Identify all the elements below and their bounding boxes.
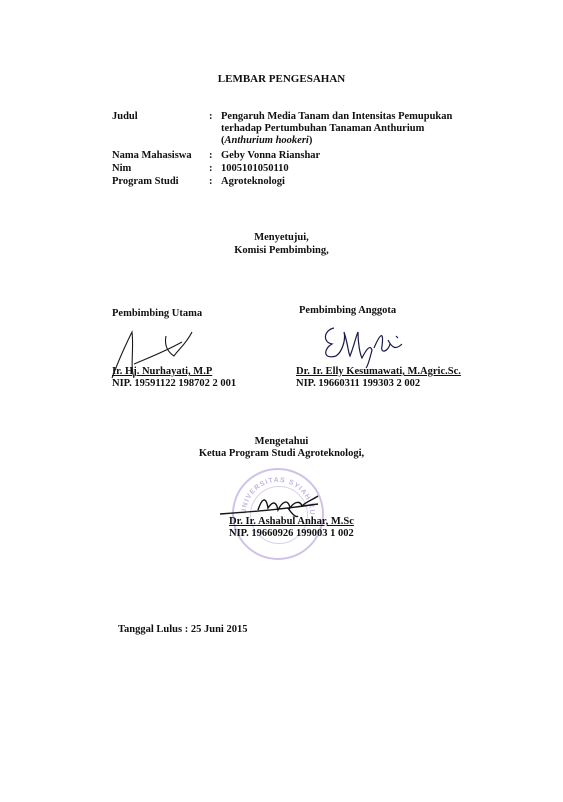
approval-line1: Menyetujui, [254, 232, 309, 243]
advisor-main-name: Ir. Hj. Nurhayati, M.P [112, 366, 213, 377]
svg-text:UNIVERSITAS SYIAH KUALA: UNIVERSITAS SYIAH KUALA [228, 463, 316, 516]
nim-value: 1005101050110 [221, 163, 289, 174]
judul-label: Judul [112, 111, 138, 122]
judul-value-line1: Pengaruh Media Tanam dan Intensitas Pemupukan [221, 111, 453, 122]
advisor-member-heading: Pembimbing Anggota [299, 305, 397, 316]
advisor-member-nip: NIP. 19660311 199303 2 002 [296, 378, 421, 389]
page-title: LEMBAR PENGESAHAN [217, 73, 346, 85]
judul-value-line2: terhadap Pertumbuhan Tanaman Anthurium [221, 123, 425, 134]
judul-scientific-name: Anthurium hookeri [224, 135, 309, 146]
nim-label: Nim [112, 163, 132, 174]
acknowledge-line1: Mengetahui [254, 436, 309, 447]
advisor-main-heading: Pembimbing Utama [112, 308, 203, 319]
nama-value: Geby Vonna Rianshar [221, 150, 321, 161]
acknowledge-line2: Ketua Program Studi Agroteknologi, [198, 448, 365, 459]
advisor-member-signature [318, 322, 408, 368]
advisor-main-nip: NIP. 19591122 198702 2 001 [112, 378, 237, 389]
head-nip: NIP. 19660926 199003 1 002 [229, 528, 354, 539]
judul-colon: : [209, 111, 213, 122]
head-name: Dr. Ir. Ashabul Anhar, M.Sc [229, 516, 354, 527]
advisor-member-name: Dr. Ir. Elly Kesumawati, M.Agric.Sc. [296, 366, 461, 377]
nama-colon: : [209, 150, 213, 161]
nim-colon: : [209, 163, 213, 174]
prodi-colon: : [209, 176, 213, 187]
prodi-label: Program Studi [112, 176, 179, 187]
prodi-value: Agroteknologi [221, 176, 285, 187]
graduation-date: Tanggal Lulus : 25 Juni 2015 [118, 624, 248, 635]
judul-value-line3: (Anthurium hookeri) [221, 135, 313, 146]
approval-line2: Komisi Pembimbing, [234, 245, 329, 256]
nama-label: Nama Mahasiswa [112, 150, 192, 161]
